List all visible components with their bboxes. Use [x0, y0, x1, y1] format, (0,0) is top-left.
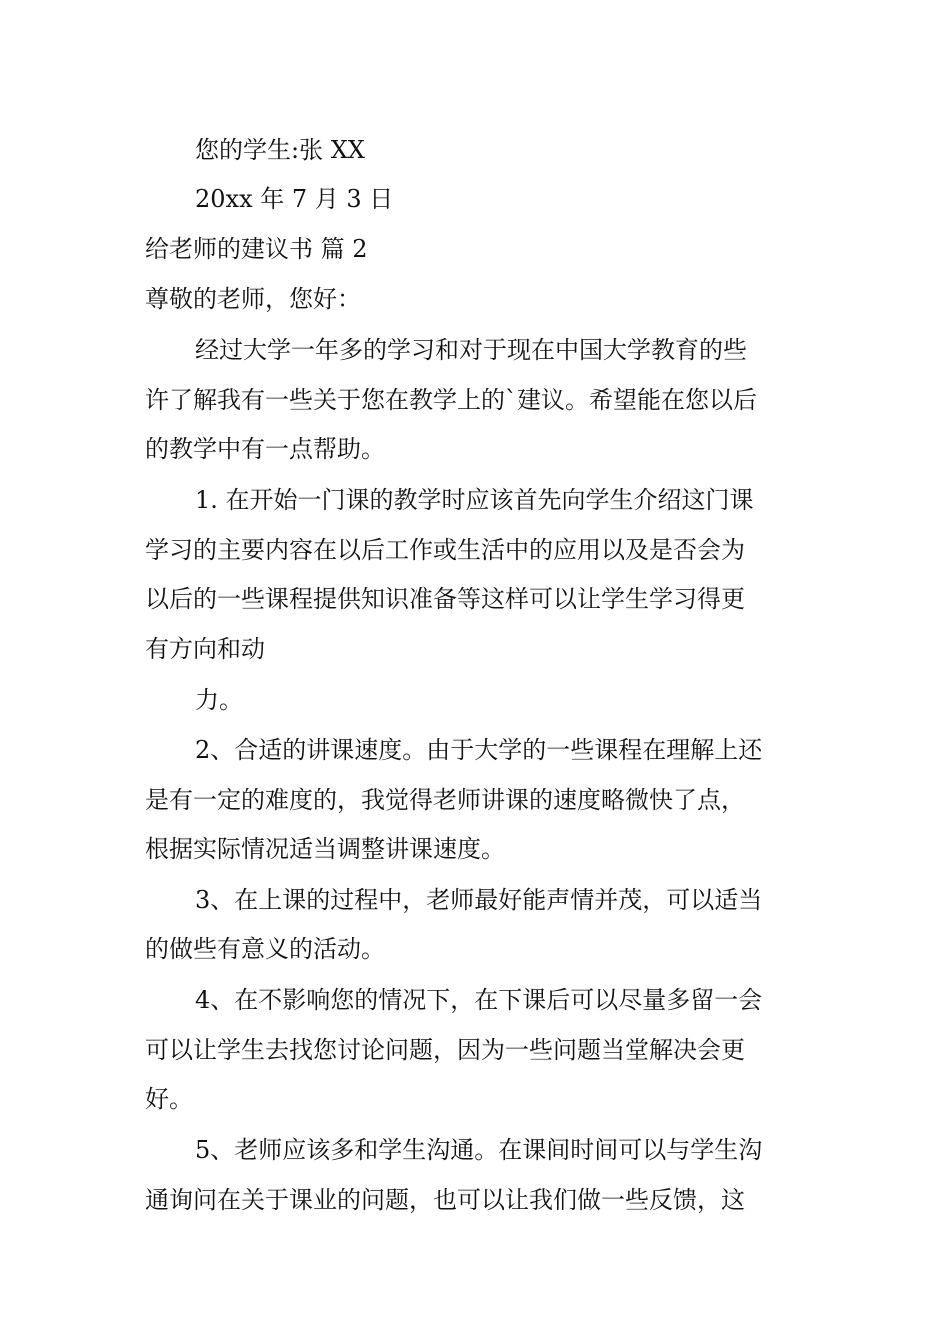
- paragraph-line: 4、在不影响您的情况下，在下课后可以尽量多留一会: [195, 986, 763, 1014]
- paragraph-line: 学习的主要内容在以后工作或生活中的应用以及是否会为: [145, 536, 745, 564]
- paragraph-line: 2、合适的讲课速度。由于大学的一些课程在理解上还: [195, 736, 763, 764]
- paragraph-line: 5、老师应该多和学生沟通。在课间时间可以与学生沟: [195, 1136, 763, 1164]
- section-title: 给老师的建议书 篇 2: [145, 235, 368, 263]
- paragraph-line: 根据实际情况适当调整讲课速度。: [145, 835, 505, 863]
- paragraph-line: 好。: [145, 1085, 193, 1113]
- paragraph-line: 通询问在关于课业的问题，也可以让我们做一些反馈，这: [145, 1186, 745, 1214]
- paragraph-line: 是有一定的难度的，我觉得老师讲课的速度略微快了点，: [145, 786, 745, 814]
- paragraph-line: 的做些有意义的活动。: [145, 935, 385, 963]
- signature-date: 20xx 年 7 月 3 日: [195, 185, 394, 213]
- paragraph-line: 经过大学一年多的学习和对于现在中国大学教育的些: [195, 336, 747, 364]
- signature-student: 您的学生:张 XX: [195, 136, 365, 164]
- greeting: 尊敬的老师，您好：: [145, 285, 361, 313]
- paragraph-line: 许了解我有一些关于您在教学上的`建议。希望能在您以后: [145, 386, 757, 414]
- paragraph-line: 力。: [195, 686, 243, 714]
- paragraph-line: 可以让学生去找您讨论问题，因为一些问题当堂解决会更: [145, 1036, 745, 1064]
- paragraph-line: 以后的一些课程提供知识准备等这样可以让学生学习得更: [145, 585, 745, 613]
- paragraph-line: 有方向和动: [145, 635, 265, 663]
- paragraph-line: 的教学中有一点帮助。: [145, 435, 385, 463]
- paragraph-line: 1. 在开始一门课的教学时应该首先向学生介绍这门课: [195, 486, 754, 514]
- paragraph-line: 3、在上课的过程中，老师最好能声情并茂，可以适当: [195, 886, 763, 914]
